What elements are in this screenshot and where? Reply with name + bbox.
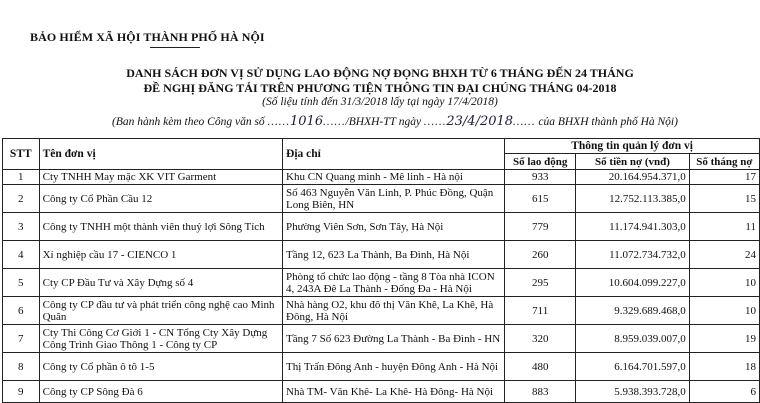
header-months: Số tháng nợ xyxy=(689,154,759,170)
cell-labor: 615 xyxy=(505,185,576,213)
cell-months: 10 xyxy=(689,297,759,325)
cell-stt: 4 xyxy=(3,241,40,269)
cell-name: Công ty CP Sông Đà 6 xyxy=(39,381,282,403)
cell-stt: 3 xyxy=(3,213,40,241)
cell-months: 18 xyxy=(689,353,759,381)
table-row xyxy=(3,297,760,325)
table-row xyxy=(3,381,760,403)
organization-name: BẢO HIỂM XÃ HỘI THÀNH PHỐ HÀ NỘI xyxy=(30,30,265,44)
issuance-line: (Ban hành kèm theo Công văn số ……1016……/BHXH-TT ngày ……23/4/2018…… của BHXH thành phố Hà Nội) xyxy=(112,114,678,129)
cell-debt: 9.329.689.468,0 xyxy=(576,297,690,325)
cell-address: Thị Trấn Đông Anh - huyện Đông Anh - Hà Nội xyxy=(283,353,505,381)
cell-labor: 295 xyxy=(505,269,576,297)
header-stt: STT xyxy=(3,139,40,170)
cell-stt: 7 xyxy=(3,325,40,353)
cell-name: Xí nghiệp cầu 17 - CIENCO 1 xyxy=(39,241,282,269)
cell-name: Công ty Cổ Phần Cầu 12 xyxy=(39,185,282,213)
cell-debt: 8.959.039.007,0 xyxy=(576,325,690,353)
title-line-1: DANH SÁCH ĐƠN VỊ SỬ DỤNG LAO ĐỘNG NỢ ĐỌNG BHXH TỪ 6 THÁNG ĐẾN 24 THÁNG xyxy=(126,66,634,80)
cell-stt: 2 xyxy=(3,185,40,213)
cell-months: 24 xyxy=(689,241,759,269)
cell-months: 17 xyxy=(689,170,759,185)
issued-suffix: của BHXH thành phố Hà Nội) xyxy=(538,116,678,128)
data-note: (Số liệu tính đến 31/3/2018 lấy tại ngày 17/4/2018) xyxy=(262,96,498,108)
cell-address: Số 463 Nguyễn Văn Linh, P. Phúc Đồng, Quận Long Biên, HN xyxy=(283,185,505,213)
header-group: Thông tin quản lý đơn vị xyxy=(505,139,760,154)
cell-stt: 5 xyxy=(3,269,40,297)
cell-months: 10 xyxy=(689,269,759,297)
cell-stt: 8 xyxy=(3,353,40,381)
cell-months: 11 xyxy=(689,213,759,241)
table-row xyxy=(3,213,760,241)
cell-labor: 260 xyxy=(505,241,576,269)
header-debt: Số tiền nợ (vnđ) xyxy=(576,154,690,170)
header-address: Địa chỉ xyxy=(283,139,505,170)
cell-address: Tầng 12, 623 La Thành, Ba Đình, Hà Nội xyxy=(283,241,505,269)
cell-debt: 11.072.734.732,0 xyxy=(576,241,690,269)
debt-table xyxy=(2,138,760,403)
cell-name: Công ty TNHH một thành viên thuỷ lợi Sông Tích xyxy=(39,213,282,241)
cell-name: Cty TNHH May mặc XK VIT Garment xyxy=(39,170,282,185)
title-line-2: ĐỀ NGHỊ ĐĂNG TẢI TRÊN PHƯƠNG TIỆN THÔNG TIN ĐẠI CHÚNG THÁNG 04-2018 xyxy=(143,81,617,95)
cell-months: 15 xyxy=(689,185,759,213)
cell-debt: 11.174.941.303,0 xyxy=(576,213,690,241)
table-row xyxy=(3,353,760,381)
cell-debt: 12.752.113.385,0 xyxy=(576,185,690,213)
cell-months: 6 xyxy=(689,381,759,403)
document-number: 1016 xyxy=(290,114,324,129)
cell-debt: 20.164.954.371,0 xyxy=(576,170,690,185)
cell-address: Khu CN Quang minh - Mê linh - Hà nội xyxy=(283,170,505,185)
document-date: 23/4/2018 xyxy=(446,114,514,129)
cell-name: Công ty CP đầu tư và phát triển công nghệ cao Minh Quân xyxy=(39,297,282,325)
cell-stt: 9 xyxy=(3,381,40,403)
cell-debt: 5.938.393.728,0 xyxy=(576,381,690,403)
cell-address: Nhà hàng O2, khu đô thị Văn Khê, La Khê, Hà Đông, Hà Nội xyxy=(283,297,505,325)
cell-debt: 6.164.701.597,0 xyxy=(576,353,690,381)
org-underline xyxy=(150,47,200,48)
table-row xyxy=(3,325,760,353)
cell-labor: 779 xyxy=(505,213,576,241)
issued-prefix: (Ban hành kèm theo Công văn số xyxy=(112,116,265,128)
cell-address: Phòng tổ chức lao động - tầng 8 Tòa nhà ICON 4, 243A Đê La Thành - Đống Đa - Hà Nội xyxy=(283,269,505,297)
table-row xyxy=(3,170,760,185)
cell-address: Nhà TM- Văn Khê- La Khê- Hà Đông- Hà Nội xyxy=(283,381,505,403)
table-row xyxy=(3,185,760,213)
table-row xyxy=(3,241,760,269)
cell-labor: 933 xyxy=(505,170,576,185)
cell-labor: 320 xyxy=(505,325,576,353)
cell-labor: 883 xyxy=(505,381,576,403)
table-row xyxy=(3,269,760,297)
header-labor: Số lao động xyxy=(505,154,576,170)
cell-name: Cty CP Đầu Tư và Xây Dựng số 4 xyxy=(39,269,282,297)
header-name: Tên đơn vị xyxy=(39,139,282,170)
cell-name: Cty Thi Công Cơ Giới 1 - CN Tổng Cty Xây Dựng Công Trình Giao Thông 1 - Công ty CP xyxy=(39,325,282,353)
cell-debt: 10.604.099.227,0 xyxy=(576,269,690,297)
cell-address: Tầng 7 Số 623 Đường La Thành - Ba Đình - HN xyxy=(283,325,505,353)
cell-name: Công ty Cổ phần ô tô 1-5 xyxy=(39,353,282,381)
cell-stt: 1 xyxy=(3,170,40,185)
cell-address: Phường Viên Sơn, Sơn Tây, Hà Nội xyxy=(283,213,505,241)
cell-labor: 711 xyxy=(505,297,576,325)
cell-stt: 6 xyxy=(3,297,40,325)
issued-mid: /BHXH-TT ngày xyxy=(345,116,422,128)
cell-months: 19 xyxy=(689,325,759,353)
cell-labor: 480 xyxy=(505,353,576,381)
